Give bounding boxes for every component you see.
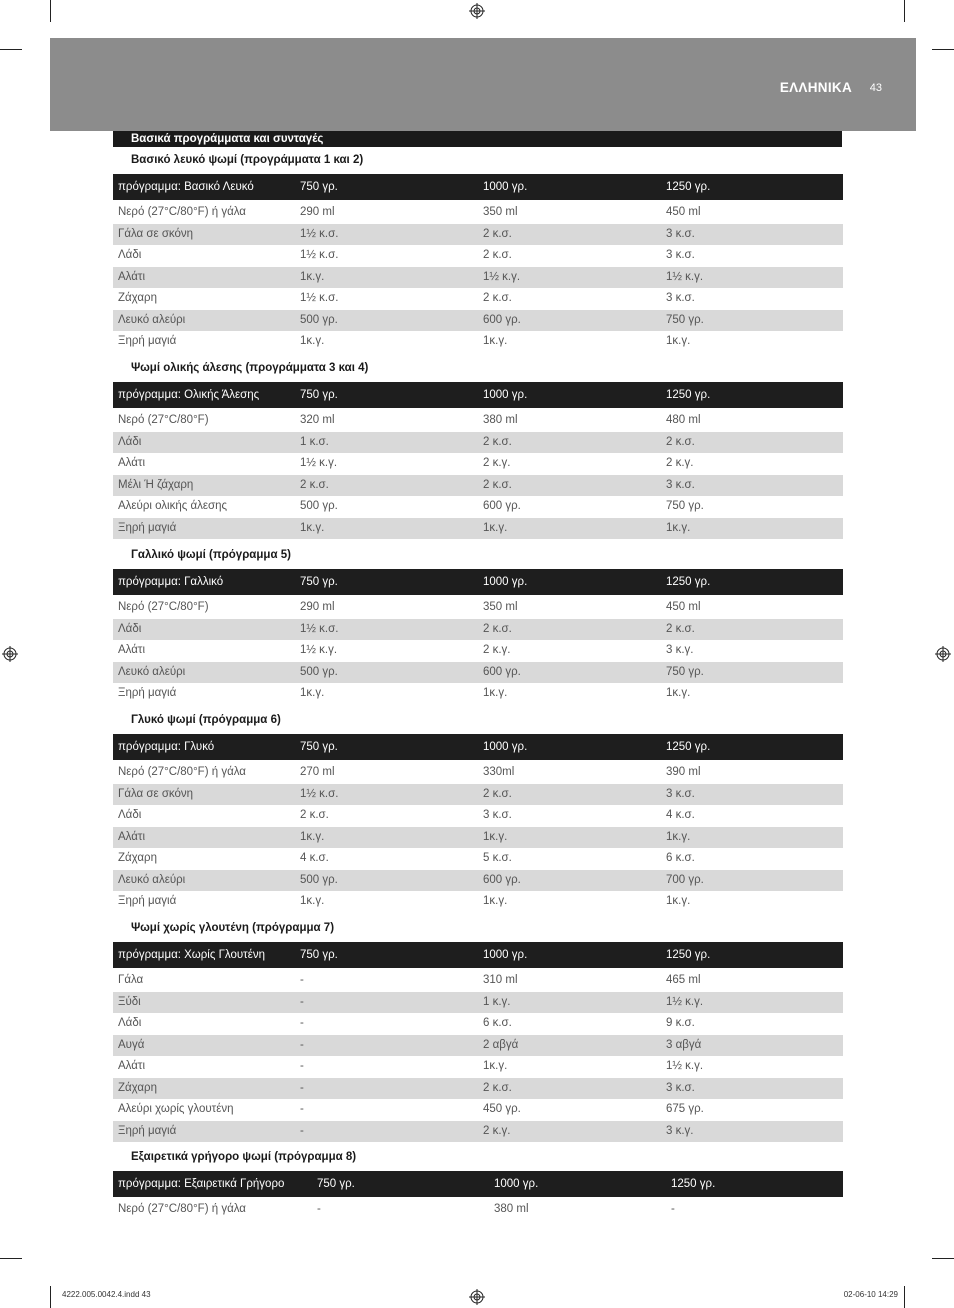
table-cell: Ξηρή μαγιά (118, 895, 177, 907)
table-header (113, 174, 843, 200)
table-row (113, 310, 843, 332)
table-cell: 310 ml (483, 974, 518, 986)
table-cell: Ζάχαρη (118, 852, 157, 864)
table-cell: 1κ.γ. (666, 521, 691, 534)
table-cell: 1½ κ.σ. (300, 622, 339, 635)
header-cell: 750 γρ. (300, 741, 338, 753)
table-cell: Νερό (27°C/80°F) ή γάλα (118, 1203, 246, 1215)
table-cell: 1κ.γ. (666, 830, 691, 843)
recipe-section (113, 152, 843, 353)
table-cell: - (300, 1103, 304, 1115)
table-cell: Αλάτι (118, 1060, 145, 1072)
table-row (113, 1035, 843, 1057)
table-row (113, 224, 843, 246)
table-row (113, 410, 843, 432)
table-cell: 2 κ.σ. (300, 478, 329, 491)
table-cell: 380 ml (494, 1203, 529, 1215)
table-cell: 465 ml (666, 974, 701, 986)
table-cell: 700 γρ. (666, 873, 704, 886)
table-row (113, 453, 843, 475)
section-title: Γαλλικό ψωμί (πρόγραμμα 5) (131, 549, 291, 561)
table-cell: Αλάτι (118, 644, 145, 656)
header-cell: 750 γρ. (300, 949, 338, 961)
table-cell: Γάλα (118, 974, 144, 986)
table-cell: - (300, 1081, 304, 1094)
header-cell: πρόγραμμα: Γαλλικό (118, 576, 224, 588)
crop-mark (932, 1258, 954, 1259)
table-row (113, 1121, 843, 1143)
table-cell: 1½ κ.σ. (300, 249, 339, 261)
table-cell: 3 κ.σ. (666, 787, 695, 800)
table-cell: 480 ml (666, 414, 701, 426)
table-cell: 2 αβγά (483, 1038, 519, 1051)
table-cell: 290 ml (300, 206, 335, 218)
table-cell: 380 ml (483, 414, 518, 426)
table-row (113, 848, 843, 870)
table-row (113, 992, 843, 1014)
table-cell: 1κ.γ. (483, 687, 508, 699)
table-cell: 2 κ.σ. (483, 478, 512, 491)
table-cell: 350 ml (483, 601, 518, 613)
table-cell: Γάλα σε σκόνη (118, 787, 194, 800)
language-label: ΕΛΛΗΝΙΚΑ (779, 80, 852, 95)
table-cell: - (317, 1203, 321, 1215)
table-cell: Ξηρή μαγιά (118, 1124, 177, 1137)
table-cell: 3 κ.σ. (666, 1081, 695, 1094)
table-row (113, 1078, 843, 1100)
table-cell: Ξηρή μαγιά (118, 335, 177, 347)
section-heading-bar: Βασικά προγράμματα και συνταγές (113, 131, 842, 147)
header-cell: 1250 γρ. (666, 181, 711, 193)
table-cell: Γάλα σε σκόνη (118, 227, 194, 240)
header-cell: πρόγραμμα: Εξαιρετικά Γρήγορο (118, 1178, 285, 1190)
table-cell: 1½ κ.γ. (666, 270, 704, 283)
table-row (113, 267, 843, 289)
table-cell: 1½ κ.γ. (300, 457, 338, 469)
table-cell: 1κ.γ. (300, 521, 325, 534)
table-cell: 1κ.γ. (483, 1060, 508, 1072)
table-cell: 1κ.γ. (483, 895, 508, 907)
header-cell: 1250 γρ. (671, 1178, 716, 1190)
table-cell: 3 κ.γ. (666, 644, 694, 656)
table-cell: Λευκό αλεύρι (118, 873, 186, 886)
table-cell: - (300, 974, 304, 986)
table-cell: 450 γρ. (483, 1103, 521, 1115)
header-cell: πρόγραμμα: Γλυκό (118, 741, 215, 753)
table-cell: 1κ.γ. (666, 335, 691, 347)
table-header (113, 569, 843, 595)
table-row (113, 640, 843, 662)
recipe-section (113, 920, 843, 1142)
table-cell: 750 γρ. (666, 665, 704, 678)
table-row (113, 1099, 843, 1121)
registration-mark-icon (469, 1289, 485, 1305)
recipe-section (113, 712, 843, 913)
table-cell: 1 κ.γ. (483, 995, 511, 1008)
table-cell: 2 κ.σ. (483, 249, 512, 261)
crop-mark (50, 0, 51, 22)
table-row (113, 683, 843, 705)
table-row (113, 597, 843, 619)
table-cell: Ξηρή μαγιά (118, 521, 177, 534)
table-cell: Λάδι (118, 249, 142, 261)
table-cell: Αλάτι (118, 457, 145, 469)
crop-mark (0, 1258, 22, 1259)
table-cell: 600 γρ. (483, 873, 521, 886)
header-cell: 1250 γρ. (666, 949, 711, 961)
table-cell: Αλάτι (118, 830, 145, 843)
table-cell: Λάδι (118, 622, 142, 635)
table-cell: Ξύδι (118, 995, 141, 1008)
registration-mark-icon (2, 646, 18, 662)
table-row (113, 288, 843, 310)
header-cell: πρόγραμμα: Χωρίς Γλουτένη (118, 949, 265, 961)
header-cell: 1250 γρ. (666, 741, 711, 753)
table-row (113, 805, 843, 827)
table-cell: Ζάχαρη (118, 292, 157, 304)
table-cell: 9 κ.σ. (666, 1017, 695, 1029)
table-cell: 330ml (483, 766, 515, 778)
table-cell: Λευκό αλεύρι (118, 665, 186, 678)
table-cell: 2 κ.σ. (666, 622, 695, 635)
table-cell: Ζάχαρη (118, 1081, 157, 1094)
table-row (113, 827, 843, 849)
table-cell: 1κ.γ. (483, 830, 508, 843)
table-cell: 2 κ.σ. (483, 292, 512, 304)
table-row (113, 1013, 843, 1035)
header-cell: 750 γρ. (300, 576, 338, 588)
section-title: Ψωμί χωρίς γλουτένη (πρόγραμμα 7) (131, 922, 335, 934)
table-cell: 500 γρ. (300, 873, 338, 886)
table-row (113, 870, 843, 892)
table-header (113, 734, 843, 760)
table-cell: 1κ.γ. (300, 895, 325, 907)
table-cell: 2 κ.σ. (483, 787, 512, 800)
crop-mark (904, 0, 905, 22)
table-cell: 3 κ.σ. (666, 478, 695, 491)
table-row (113, 496, 843, 518)
table-cell: 1κ.γ. (666, 687, 691, 699)
header-cell: 1250 γρ. (666, 576, 711, 588)
table-cell: 6 κ.σ. (666, 852, 695, 864)
footer-date: 02-06-10 14:29 (843, 1290, 898, 1299)
table-cell: 450 ml (666, 206, 701, 218)
table-cell: 1½ κ.γ. (483, 270, 521, 283)
table-cell: 1κ.γ. (483, 521, 508, 534)
table-cell: 2 κ.σ. (483, 227, 512, 240)
table-cell: - (671, 1203, 675, 1215)
table-row (113, 202, 843, 224)
table-cell: 1κ.γ. (483, 335, 508, 347)
header-cell: 750 γρ. (317, 1178, 355, 1190)
recipe-section (113, 360, 843, 539)
table-cell: Αλεύρι ολικής άλεσης (118, 500, 228, 512)
table-cell: 1κ.γ. (300, 830, 325, 843)
table-cell: Νερό (27°C/80°F) (118, 414, 209, 426)
table-cell: Μέλι Ή ζάχαρη (118, 478, 194, 491)
table-cell: 1½ κ.γ. (300, 644, 338, 656)
table-cell: 3 κ.σ. (483, 809, 512, 821)
table-cell: 4 κ.σ. (300, 852, 329, 864)
table-cell: 3 κ.σ. (666, 292, 695, 304)
table-row (113, 432, 843, 454)
table-cell: 1κ.γ. (300, 687, 325, 699)
crop-mark (50, 1286, 51, 1308)
table-cell: Νερό (27°C/80°F) ή γάλα (118, 766, 246, 778)
table-cell: 600 γρ. (483, 500, 521, 512)
footer-file-info: 4222.005.0042.4.indd 43 (62, 1290, 151, 1299)
table-cell: - (300, 1017, 304, 1029)
table-cell: 675 γρ. (666, 1103, 704, 1115)
table-cell: - (300, 1038, 304, 1051)
table-cell: 1κ.γ. (300, 270, 325, 283)
table-cell: 2 κ.σ. (483, 1081, 512, 1094)
crop-mark (932, 49, 954, 50)
table-cell: 2 κ.σ. (483, 622, 512, 635)
table-cell: 290 ml (300, 601, 335, 613)
table-cell: 600 γρ. (483, 665, 521, 678)
table-cell: 6 κ.σ. (483, 1017, 512, 1029)
table-row (113, 518, 843, 540)
registration-mark-icon (469, 3, 485, 19)
table-header (113, 1171, 843, 1197)
table-cell: 2 κ.σ. (483, 435, 512, 448)
table-cell: Νερό (27°C/80°F) ή γάλα (118, 206, 246, 218)
table-cell: 1½ κ.γ. (666, 1060, 704, 1072)
table-cell: Λευκό αλεύρι (118, 313, 186, 326)
table-cell: 1½ κ.σ. (300, 787, 339, 800)
table-cell: 3 αβγά (666, 1038, 702, 1051)
table-cell: 1½ κ.σ. (300, 227, 339, 240)
table-cell: Νερό (27°C/80°F) (118, 601, 209, 613)
header-cell: 1000 γρ. (483, 181, 528, 193)
header-cell: 1000 γρ. (483, 389, 528, 401)
table-cell: 4 κ.σ. (666, 809, 695, 821)
table-row (113, 245, 843, 267)
header-cell: 1250 γρ. (666, 389, 711, 401)
table-cell: 450 ml (666, 601, 701, 613)
table-row (113, 1056, 843, 1078)
table-cell: 2 κ.γ. (483, 644, 511, 656)
table-row (113, 662, 843, 684)
table-cell: Αλεύρι χωρίς γλουτένη (118, 1103, 234, 1115)
table-cell: 3 κ.σ. (666, 227, 695, 240)
section-title: Βασικό λευκό ψωμί (προγράμματα 1 και 2) (131, 154, 364, 166)
table-cell: 600 γρ. (483, 313, 521, 326)
header-cell: 1000 γρ. (483, 576, 528, 588)
section-title: Ψωμί ολικής άλεσης (προγράμματα 3 και 4) (131, 362, 369, 374)
table-cell: 1½ κ.γ. (666, 995, 704, 1008)
table-row (113, 762, 843, 784)
table-cell: 1½ κ.σ. (300, 292, 339, 304)
header-cell: 750 γρ. (300, 181, 338, 193)
table-row (113, 1199, 843, 1221)
table-cell: Λάδι (118, 809, 142, 821)
table-header (113, 942, 843, 968)
table-header (113, 382, 843, 408)
table-row (113, 970, 843, 992)
registration-mark-icon (935, 646, 951, 662)
table-cell: 270 ml (300, 766, 335, 778)
header-cell: πρόγραμμα: Βασικό Λευκό (118, 181, 254, 193)
table-cell: 500 γρ. (300, 313, 338, 326)
table-cell: 1κ.γ. (666, 895, 691, 907)
table-row (113, 784, 843, 806)
table-cell: 3 κ.σ. (666, 249, 695, 261)
header-cell: 1000 γρ. (483, 949, 528, 961)
table-cell: Λάδι (118, 1017, 142, 1029)
section-title: Εξαιρετικά γρήγορο ψωμί (πρόγραμμα 8) (131, 1151, 357, 1163)
table-cell: 2 κ.σ. (666, 435, 695, 448)
header-cell: 1000 γρ. (494, 1178, 539, 1190)
table-cell: 2 κ.γ. (483, 1124, 511, 1137)
table-row (113, 619, 843, 641)
table-row (113, 475, 843, 497)
table-cell: Αλάτι (118, 270, 145, 283)
table-cell: 390 ml (666, 766, 701, 778)
table-cell: 2 κ.σ. (300, 809, 329, 821)
header-cell: 750 γρ. (300, 389, 338, 401)
table-cell: 2 κ.γ. (666, 457, 694, 469)
table-cell: - (300, 1124, 304, 1137)
crop-mark (0, 49, 22, 50)
table-cell: 320 ml (300, 414, 335, 426)
table-row (113, 891, 843, 913)
header-cell: πρόγραμμα: Ολικής Άλεσης (118, 389, 260, 401)
table-cell: 750 γρ. (666, 313, 704, 326)
section-title: Γλυκό ψωμί (πρόγραμμα 6) (131, 714, 281, 726)
table-cell: 2 κ.γ. (483, 457, 511, 469)
table-cell: Ξηρή μαγιά (118, 687, 177, 699)
table-cell: 350 ml (483, 206, 518, 218)
crop-mark (904, 1286, 905, 1308)
recipe-section (113, 547, 843, 705)
table-cell: 750 γρ. (666, 500, 704, 512)
table-cell: Λάδι (118, 435, 142, 448)
table-row (113, 331, 843, 353)
header-cell: 1000 γρ. (483, 741, 528, 753)
table-cell: 500 γρ. (300, 665, 338, 678)
recipe-section (113, 1149, 843, 1221)
table-cell: - (300, 995, 304, 1008)
table-cell: 500 γρ. (300, 500, 338, 512)
table-cell: Αυγά (118, 1038, 145, 1051)
page-number: 43 (869, 82, 882, 94)
table-cell: - (300, 1060, 304, 1072)
table-cell: 1κ.γ. (300, 335, 325, 347)
table-cell: 5 κ.σ. (483, 852, 512, 864)
table-cell: 3 κ.γ. (666, 1124, 694, 1137)
table-cell: 1 κ.σ. (300, 435, 329, 448)
